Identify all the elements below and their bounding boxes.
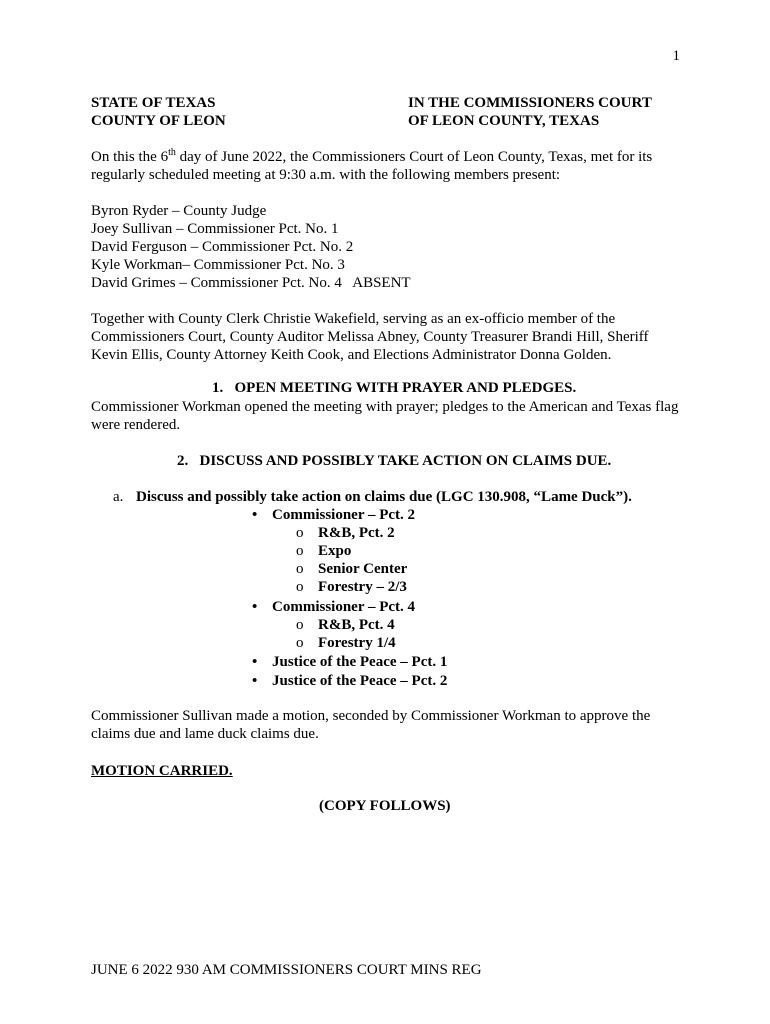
member-row: Kyle Workman– Commissioner Pct. No. 3	[91, 257, 345, 273]
sub-bullet-icon: o	[296, 635, 304, 651]
claim-subitem: R&B, Pct. 4	[318, 617, 395, 633]
claim-item: Commissioner – Pct. 2	[272, 507, 416, 523]
state-line: STATE OF TEXAS	[91, 95, 216, 111]
member-row: David Grimes – Commissioner Pct. No. 4 ABSENT	[91, 275, 411, 291]
page-footer: JUNE 6 2022 930 AM COMMISSIONERS COURT MINS REG	[91, 962, 482, 978]
intro-superscript: th	[168, 147, 176, 158]
header-left	[91, 94, 226, 130]
claim-subitem: Expo	[318, 543, 352, 559]
member-row: Byron Ryder – County Judge	[91, 203, 267, 219]
county-line: COUNTY OF LEON	[91, 113, 226, 129]
item-letter: a.	[113, 489, 124, 505]
claim-subitem: Forestry – 2/3	[318, 579, 407, 595]
court-county-line: OF LEON COUNTY, TEXAS	[408, 113, 600, 129]
item-text: Discuss and possibly take action on claims due (LGC 130.908, “Lame Duck”).	[136, 489, 632, 505]
section1-heading: 1. OPEN MEETING WITH PRAYER AND PLEDGES.	[212, 380, 577, 396]
motion-paragraph: Commissioner Sullivan made a motion, seconded by Commissioner Workman to approve the claims due and lame duck claims due.	[91, 708, 651, 742]
sub-bullet-icon: o	[296, 561, 304, 577]
intro-after: day of June 2022, the Commissioners Court of Leon County, Texas, met for its regularly scheduled meeting at 9:30 a.m. with the following members present:	[91, 149, 653, 183]
bullet-icon: •	[252, 673, 258, 689]
claim-subitem: Forestry 1/4	[318, 635, 396, 651]
claim-subitem: Senior Center	[318, 561, 408, 577]
bullet-icon: •	[252, 507, 258, 523]
page-number: 1	[672, 48, 680, 64]
sub-bullet-icon: o	[296, 579, 304, 595]
court-line: IN THE COMMISSIONERS COURT	[408, 95, 652, 111]
sub-bullet-icon: o	[296, 617, 304, 633]
claim-item: Commissioner – Pct. 4	[272, 599, 416, 615]
agenda-item-a	[113, 488, 632, 506]
bullet-icon: •	[252, 599, 258, 615]
intro-paragraph	[91, 148, 681, 184]
copy-follows: (COPY FOLLOWS)	[319, 798, 451, 814]
claim-subitem: R&B, Pct. 2	[318, 525, 395, 541]
section1-text: Commissioner Workman opened the meeting with prayer; pledges to the American and Texas flag were rendered.	[91, 399, 679, 433]
motion-result: MOTION CARRIED.	[91, 763, 233, 779]
claim-item: Justice of the Peace – Pct. 2	[272, 673, 448, 689]
header-right	[408, 94, 652, 130]
sub-bullet-icon: o	[296, 525, 304, 541]
member-row: Joey Sullivan – Commissioner Pct. No. 1	[91, 221, 339, 237]
bullet-icon: •	[252, 654, 258, 670]
sub-bullet-icon: o	[296, 543, 304, 559]
section2-heading: 2. DISCUSS AND POSSIBLY TAKE ACTION ON CLAIMS DUE.	[177, 453, 612, 469]
members-list	[91, 202, 411, 292]
claim-item: Justice of the Peace – Pct. 1	[272, 654, 448, 670]
intro-before: On this the 6	[91, 149, 169, 165]
member-row: David Ferguson – Commissioner Pct. No. 2	[91, 239, 354, 255]
attendees-paragraph: Together with County Clerk Christie Wakefield, serving as an ex-officio member of the Commissioners Court, County Auditor Melissa Abney, County Treasurer Brandi Hill, Sheriff Kevin Ellis, County Attorney Keith Cook, and Elections Administrator Donna Golden.	[91, 311, 649, 363]
